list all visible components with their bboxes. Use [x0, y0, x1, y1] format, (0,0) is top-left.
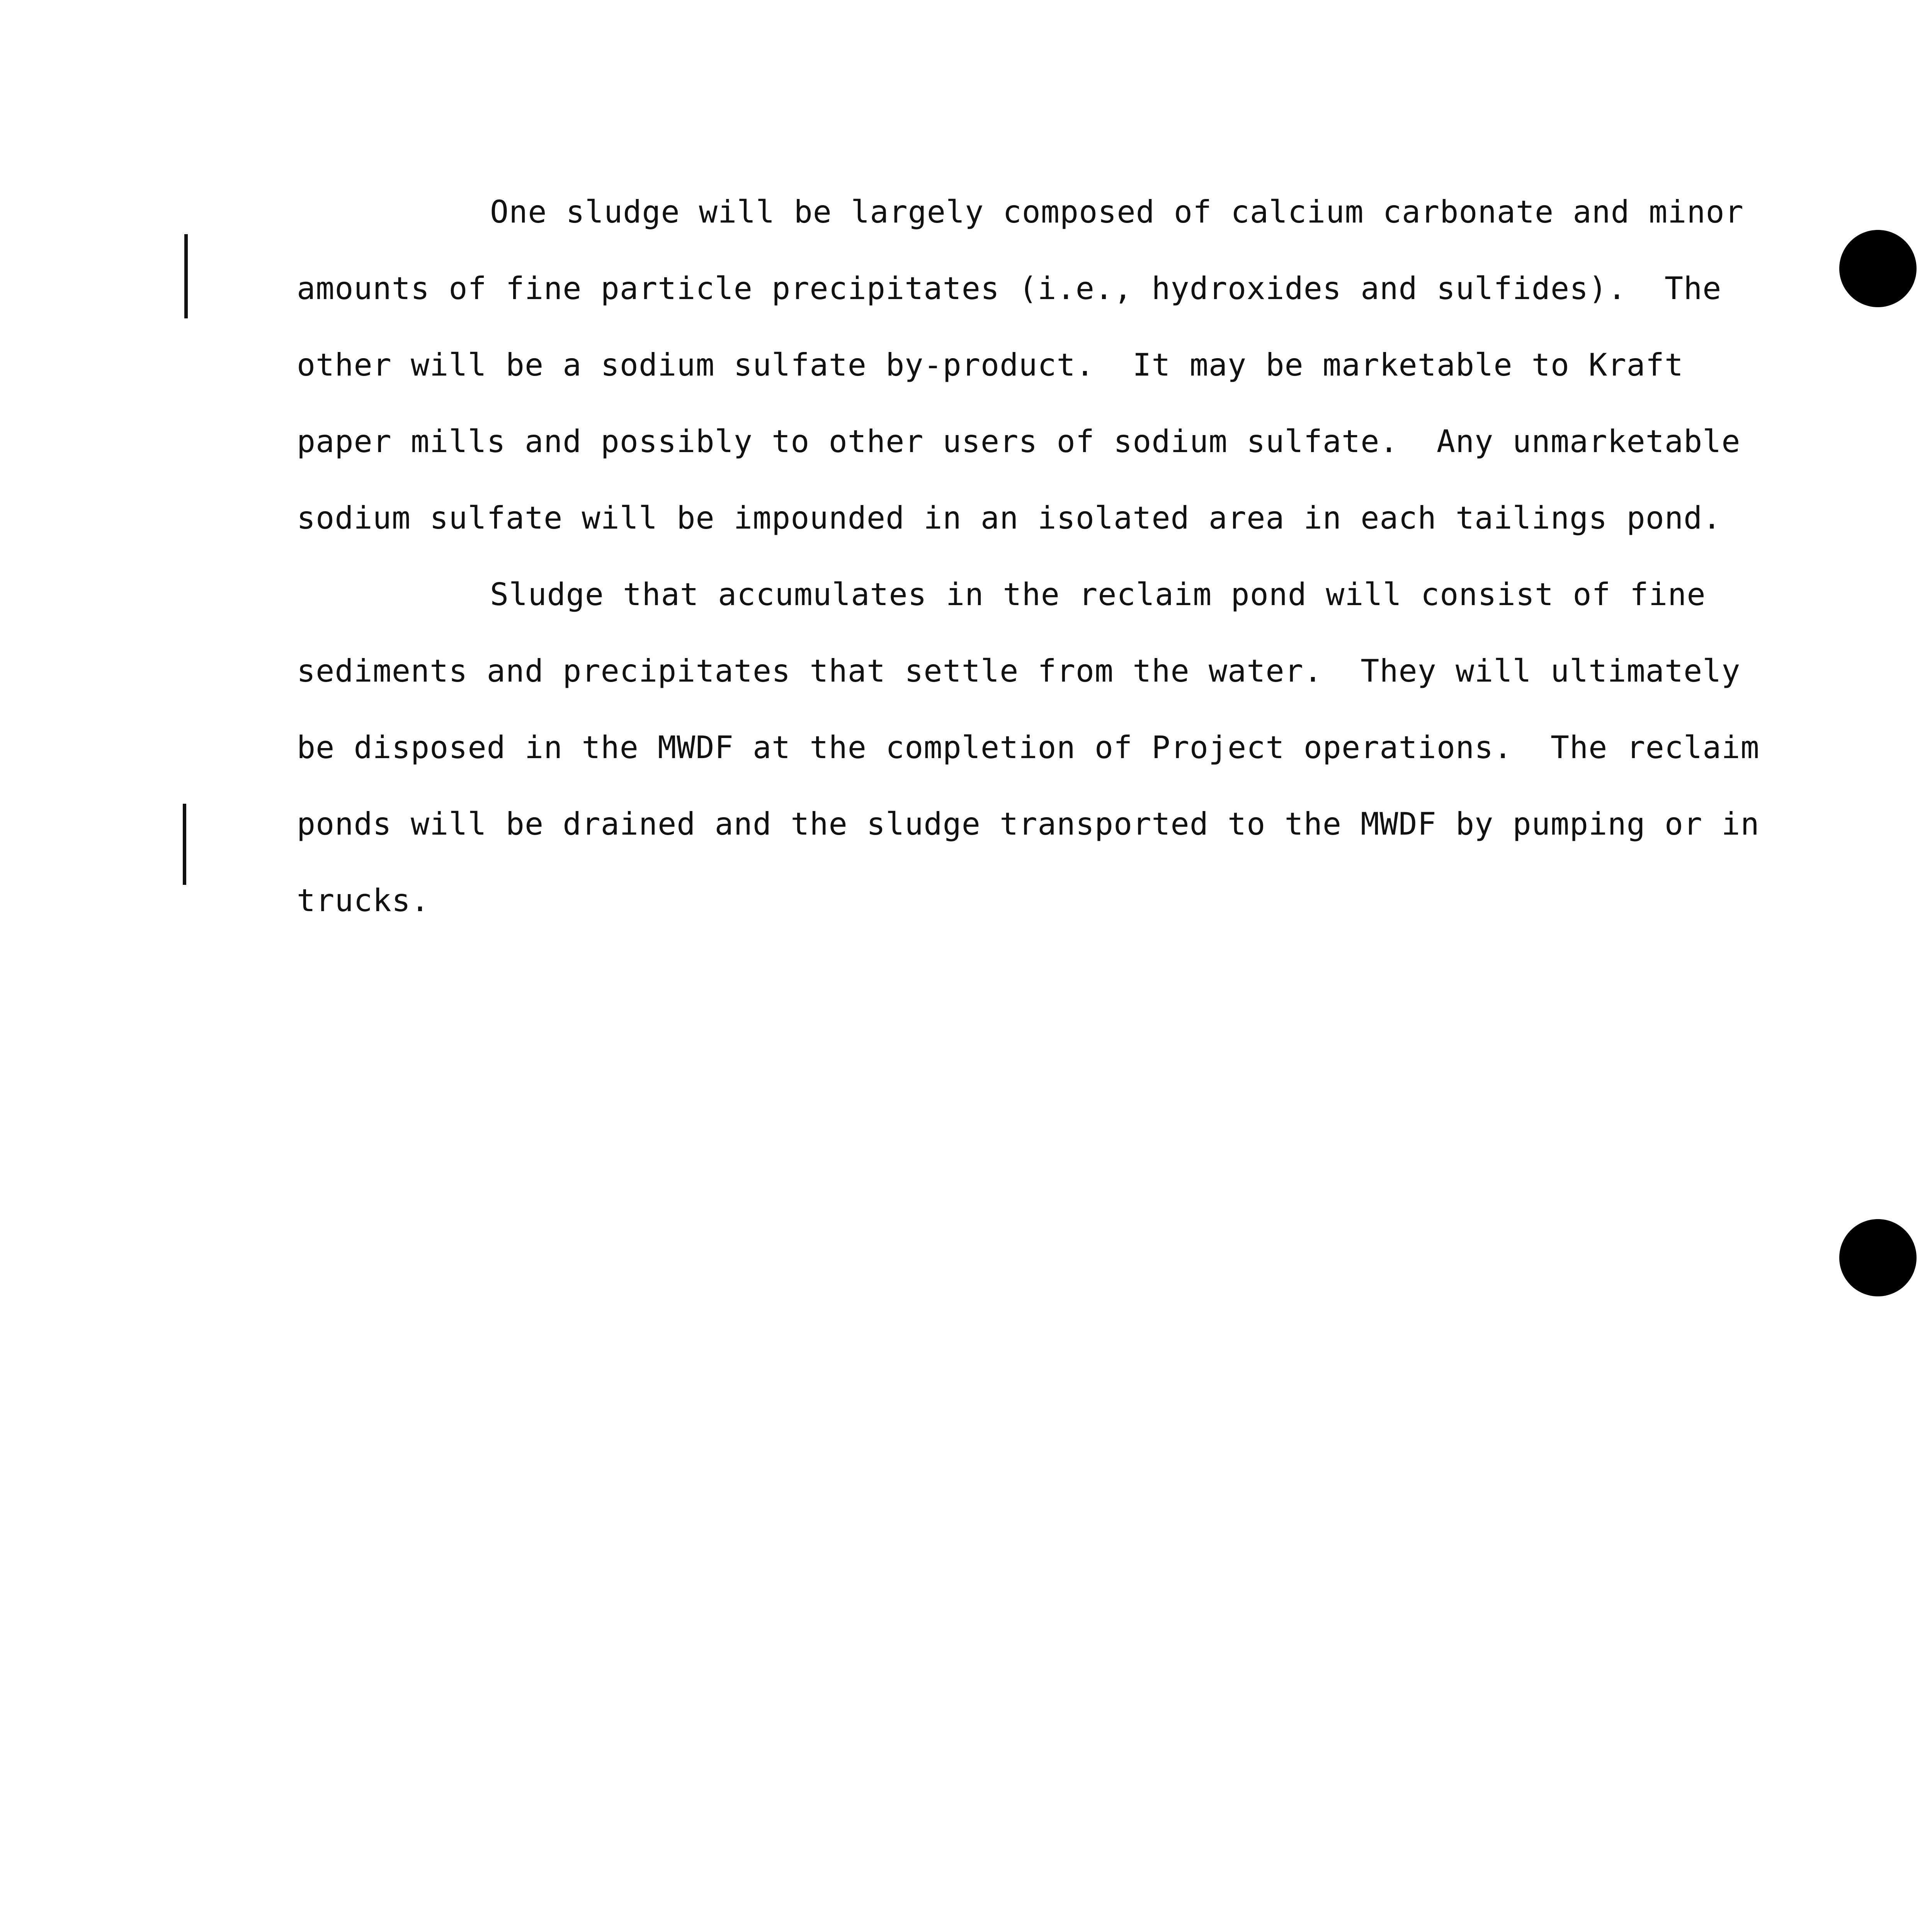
text-line: paper mills and possibly to other users of sodium sulfate. Any unmarketable [297, 423, 1741, 459]
text-line: Sludge that accumulates in the reclaim pond will consist of fine [490, 577, 1706, 612]
text-line: other will be a sodium sulfate by-product. It may be marketable to Kraft [297, 347, 1684, 383]
revision-change-bar [183, 804, 186, 885]
text-line: sediments and precipitates that settle from the water. They will ultimately [297, 653, 1741, 689]
text-line: ponds will be drained and the sludge transported to the MWDF by pumping or in [297, 806, 1760, 842]
text-line: sodium sulfate will be impounded in an isolated area in each tailings pond. [297, 500, 1722, 536]
binder-hole-icon [1839, 1219, 1917, 1296]
text-line: be disposed in the MWDF at the completion of Project operations. The reclaim [297, 730, 1760, 765]
binder-hole-icon [1839, 230, 1917, 307]
text-line: trucks. [297, 883, 430, 918]
text-line: amounts of fine particle precipitates (i.e., hydroxides and sulfides). The [297, 270, 1722, 306]
revision-change-bar [184, 234, 188, 318]
body-text [297, 174, 1804, 939]
paragraph-1 [297, 174, 1804, 556]
text-line: One sludge will be largely composed of calcium carbonate and minor [490, 194, 1744, 230]
paragraph-2 [297, 556, 1804, 939]
